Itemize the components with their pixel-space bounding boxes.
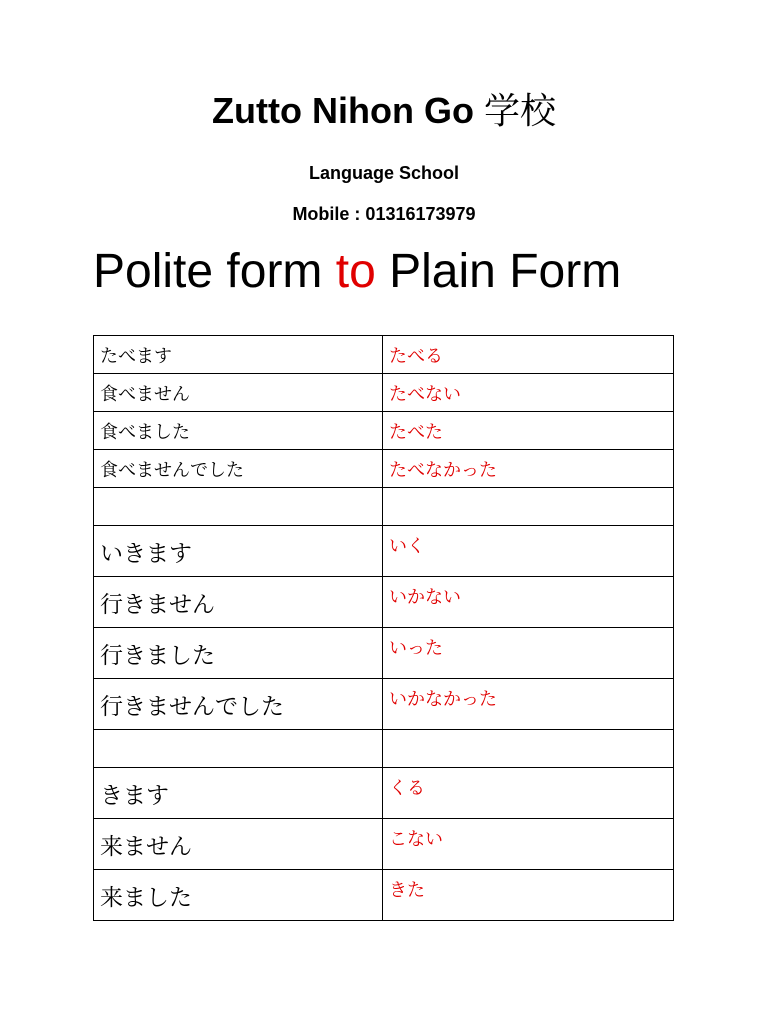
polite-form-cell: 行きません — [94, 577, 383, 628]
polite-form-cell: きます — [94, 768, 383, 819]
heading-connector: to — [335, 245, 376, 298]
table-row — [94, 336, 674, 374]
plain-form-cell: たべない — [383, 374, 674, 412]
plain-form-cell: たべる — [383, 336, 674, 374]
table-row-empty — [94, 488, 674, 526]
table-row — [94, 526, 674, 577]
table-row — [94, 450, 674, 488]
school-name: Zutto Nihon Go — [212, 90, 474, 131]
plain-form-cell: いく — [383, 526, 674, 577]
polite-form-cell — [94, 488, 383, 526]
table-row — [94, 374, 674, 412]
school-title — [0, 88, 768, 135]
plain-form-cell: くる — [383, 768, 674, 819]
table-row — [94, 628, 674, 679]
plain-form-cell: きた — [383, 870, 674, 921]
page-heading — [93, 240, 621, 304]
conjugation-table — [93, 335, 674, 921]
polite-form-cell: 食べません — [94, 374, 383, 412]
polite-form-cell: いきます — [94, 526, 383, 577]
polite-form-cell: 来ました — [94, 870, 383, 921]
plain-form-cell: たべなかった — [383, 450, 674, 488]
table-row-empty — [94, 730, 674, 768]
table-row — [94, 768, 674, 819]
table-row — [94, 870, 674, 921]
table-row — [94, 679, 674, 730]
polite-form-cell: 食べませんでした — [94, 450, 383, 488]
polite-form-cell: 行きませんでした — [94, 679, 383, 730]
school-subtitle: Language School — [308, 163, 459, 183]
plain-form-cell: こない — [383, 819, 674, 870]
polite-form-cell: 来ません — [94, 819, 383, 870]
table-row — [94, 819, 674, 870]
mobile-number: Mobile : 01316173979 — [292, 204, 476, 224]
polite-form-cell: 食べました — [94, 412, 383, 450]
heading-part-1: Polite form — [93, 245, 336, 298]
polite-form-cell — [94, 730, 383, 768]
table-row — [94, 577, 674, 628]
polite-form-cell: 行きました — [94, 628, 383, 679]
plain-form-cell: いかなかった — [383, 679, 674, 730]
plain-form-cell — [383, 488, 674, 526]
plain-form-cell — [383, 730, 674, 768]
heading-part-2: Plain Form — [375, 245, 622, 298]
plain-form-cell: いかない — [383, 577, 674, 628]
plain-form-cell: いった — [383, 628, 674, 679]
plain-form-cell: たべた — [383, 412, 674, 450]
table-row — [94, 412, 674, 450]
school-name-kanji: 学校 — [483, 91, 556, 132]
polite-form-cell: たべます — [94, 336, 383, 374]
